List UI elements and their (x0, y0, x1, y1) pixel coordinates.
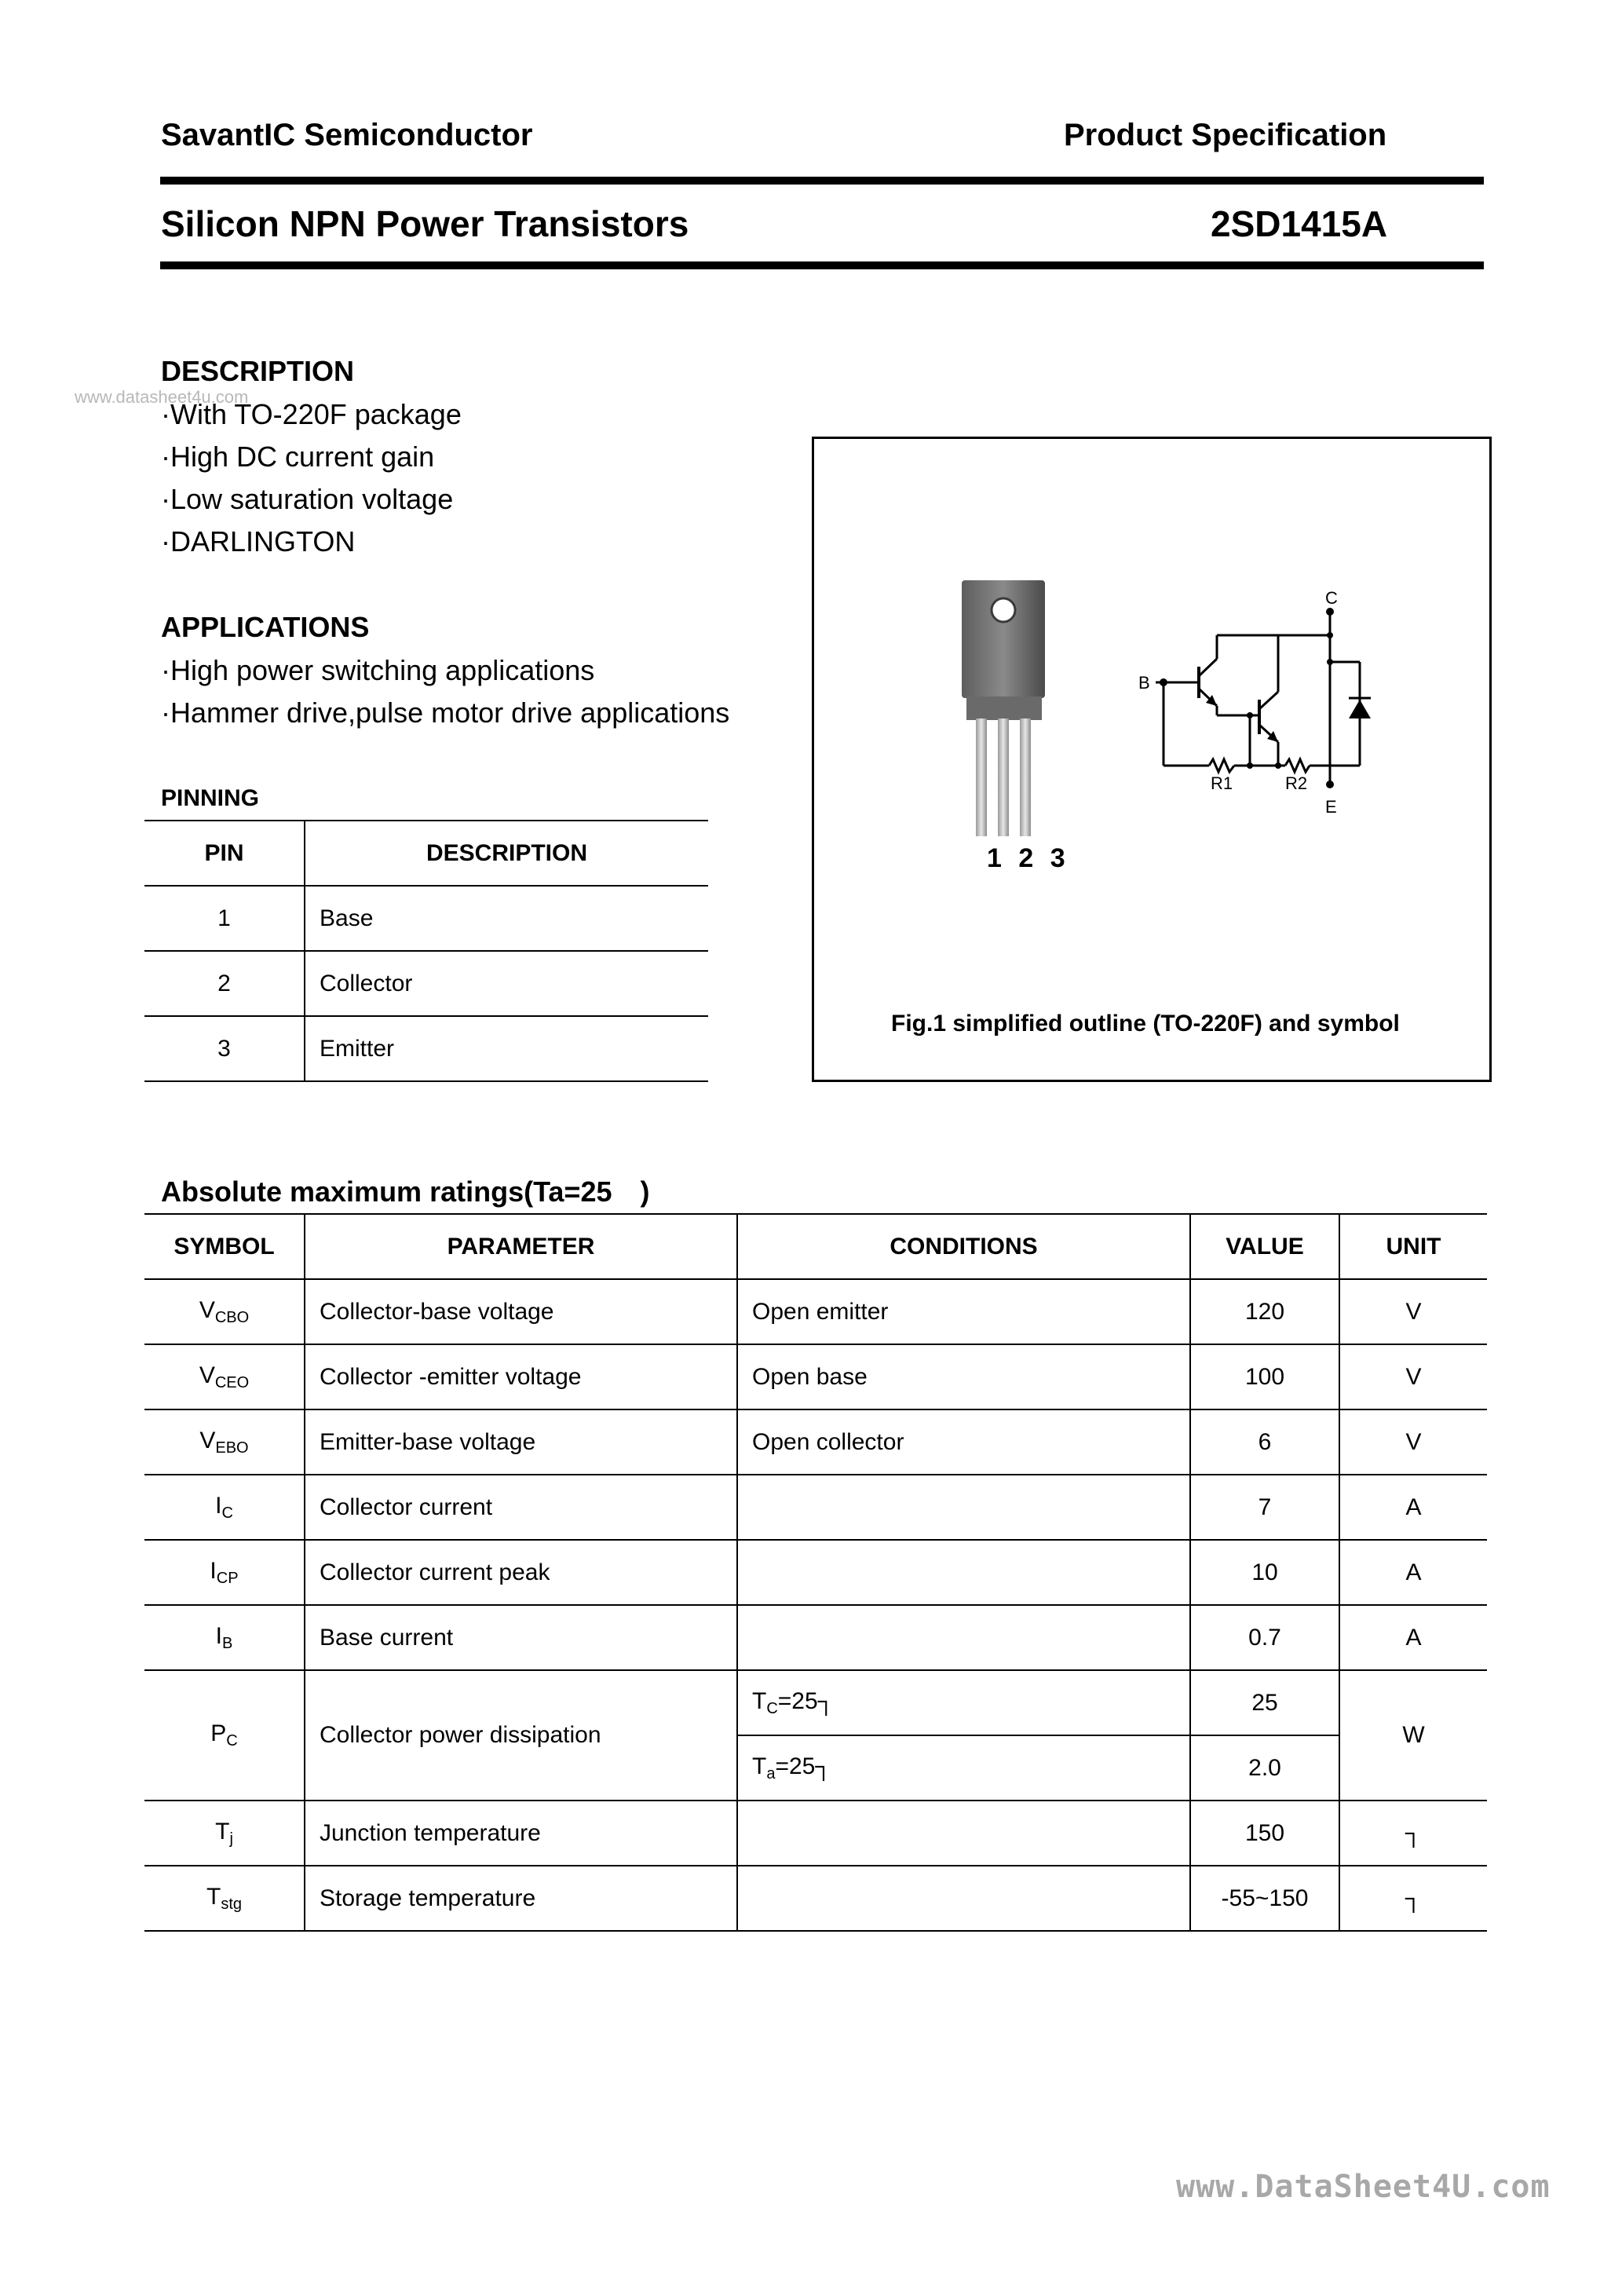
parameter-cell: Collector -emitter voltage (305, 1344, 737, 1409)
pin-number: 1 (144, 886, 305, 951)
label-r2: R2 (1285, 773, 1308, 793)
unit-cell: V (1339, 1279, 1487, 1344)
unit-cell: V (1339, 1409, 1487, 1475)
parameter-cell: Junction temperature (305, 1801, 737, 1866)
symbol-cell: $T_j$ (144, 1801, 305, 1866)
conditions-cell: Open base (737, 1344, 1190, 1409)
unit-cell: A (1339, 1475, 1487, 1540)
parameter-cell: Storage temperature (305, 1866, 737, 1931)
document-type: Product Specification (1064, 118, 1387, 152)
conditions-cell: Open emitter (737, 1279, 1190, 1344)
part-number: 2SD1415A (1211, 203, 1388, 244)
unit-cell: A (1339, 1605, 1487, 1670)
label-collector: C (1325, 588, 1338, 608)
value-cell: 25 (1190, 1670, 1339, 1735)
ratings-col-conditions: CONDITIONS (737, 1214, 1190, 1279)
label-emitter: E (1325, 797, 1337, 816)
conditions-cell (737, 1866, 1190, 1931)
conditions-cell: $T_C=25┐$ (737, 1670, 1190, 1735)
value-cell: 2.0 (1190, 1735, 1339, 1801)
pinning-row (144, 886, 708, 951)
watermark-bottom: www.DataSheet4U.com (1176, 2169, 1551, 2205)
conditions-cell: $T_a=25┐$ (737, 1735, 1190, 1801)
ratings-row (144, 1801, 1487, 1866)
pinning-row (144, 1016, 708, 1081)
ratings-row (144, 1670, 1487, 1735)
header-rule-bottom (160, 261, 1484, 269)
ratings-col-value: VALUE (1190, 1214, 1339, 1279)
parameter-cell: Collector-base voltage (305, 1279, 737, 1344)
header-rule-top (160, 177, 1484, 185)
parameter-cell: Collector current (305, 1475, 737, 1540)
ratings-row (144, 1344, 1487, 1409)
symbol-cell: $V_{CBO}$ (144, 1279, 305, 1344)
ratings-row (144, 1605, 1487, 1670)
symbol-cell: $T_{stg}$ (144, 1866, 305, 1931)
ratings-col-symbol: SYMBOL (144, 1214, 305, 1279)
symbol-cell: $I_{CP}$ (144, 1540, 305, 1605)
value-cell: 120 (1190, 1279, 1339, 1344)
conditions-cell (737, 1801, 1190, 1866)
ratings-row (144, 1279, 1487, 1344)
ratings-row (144, 1540, 1487, 1605)
unit-cell: W (1339, 1670, 1487, 1801)
value-cell: 10 (1190, 1540, 1339, 1605)
ratings-table (144, 1213, 1487, 1932)
pinning-header-row (144, 821, 708, 886)
pin-number: 2 (144, 951, 305, 1016)
application-item: ·Hammer drive,pulse motor drive applications (161, 696, 730, 729)
pin-description: Base (305, 886, 708, 951)
description-item: ·High DC current gain (161, 441, 435, 473)
ratings-heading: Absolute maximum ratings(Ta=25 ) (161, 1175, 650, 1208)
pinning-col-description: DESCRIPTION (305, 821, 708, 886)
figure-box (812, 437, 1492, 1082)
ratings-row (144, 1409, 1487, 1475)
value-cell: 6 (1190, 1409, 1339, 1475)
package-pin-numbers: 1 2 3 (987, 843, 1070, 873)
pinning-row (144, 951, 708, 1016)
value-cell: 0.7 (1190, 1605, 1339, 1670)
symbol-cell: $V_{CEO}$ (144, 1344, 305, 1409)
watermark-top: www.datasheet4u.com (75, 387, 249, 407)
conditions-cell (737, 1475, 1190, 1540)
package-outline-icon (955, 580, 1073, 855)
symbol-cell: $I_C$ (144, 1475, 305, 1540)
unit-cell: ┐ (1339, 1866, 1487, 1931)
pinning-heading: PINNING (161, 785, 260, 811)
pin-description: Collector (305, 951, 708, 1016)
product-family-title: Silicon NPN Power Transistors (161, 203, 689, 244)
label-r1: R1 (1211, 773, 1233, 793)
applications-heading: APPLICATIONS (161, 611, 370, 643)
parameter-cell: Base current (305, 1605, 737, 1670)
parameter-cell: Collector current peak (305, 1540, 737, 1605)
value-cell: 100 (1190, 1344, 1339, 1409)
darlington-symbol-icon (1124, 580, 1407, 816)
pinning-table (144, 820, 708, 1082)
application-item: ·High power switching applications (161, 654, 595, 686)
symbol-cell: $V_{EBO}$ (144, 1409, 305, 1475)
parameter-cell: Emitter-base voltage (305, 1409, 737, 1475)
description-item: ·Low saturation voltage (161, 483, 454, 515)
description-item: ·DARLINGTON (161, 525, 356, 558)
ratings-row (144, 1866, 1487, 1931)
ratings-header-row (144, 1214, 1487, 1279)
value-cell: 7 (1190, 1475, 1339, 1540)
ratings-col-unit: UNIT (1339, 1214, 1487, 1279)
conditions-cell (737, 1605, 1190, 1670)
label-base: B (1138, 673, 1150, 693)
parameter-cell: Collector power dissipation (305, 1670, 737, 1801)
value-cell: -55~150 (1190, 1866, 1339, 1931)
unit-cell: ┐ (1339, 1801, 1487, 1866)
company-name: SavantIC Semiconductor (161, 118, 533, 152)
symbol-cell: $I_B$ (144, 1605, 305, 1670)
description-item: ·With TO-220F package (161, 398, 462, 430)
symbol-cell: $P_C$ (144, 1670, 305, 1801)
pin-description: Emitter (305, 1016, 708, 1081)
conditions-cell (737, 1540, 1190, 1605)
pinning-col-pin: PIN (144, 821, 305, 886)
ratings-row (144, 1475, 1487, 1540)
unit-cell: V (1339, 1344, 1487, 1409)
pin-number: 3 (144, 1016, 305, 1081)
conditions-cell: Open collector (737, 1409, 1190, 1475)
description-heading: DESCRIPTION (161, 355, 355, 387)
value-cell: 150 (1190, 1801, 1339, 1866)
ratings-col-parameter: PARAMETER (305, 1214, 737, 1279)
unit-cell: A (1339, 1540, 1487, 1605)
figure-caption: Fig.1 simplified outline (TO-220F) and symbol (891, 1011, 1400, 1036)
